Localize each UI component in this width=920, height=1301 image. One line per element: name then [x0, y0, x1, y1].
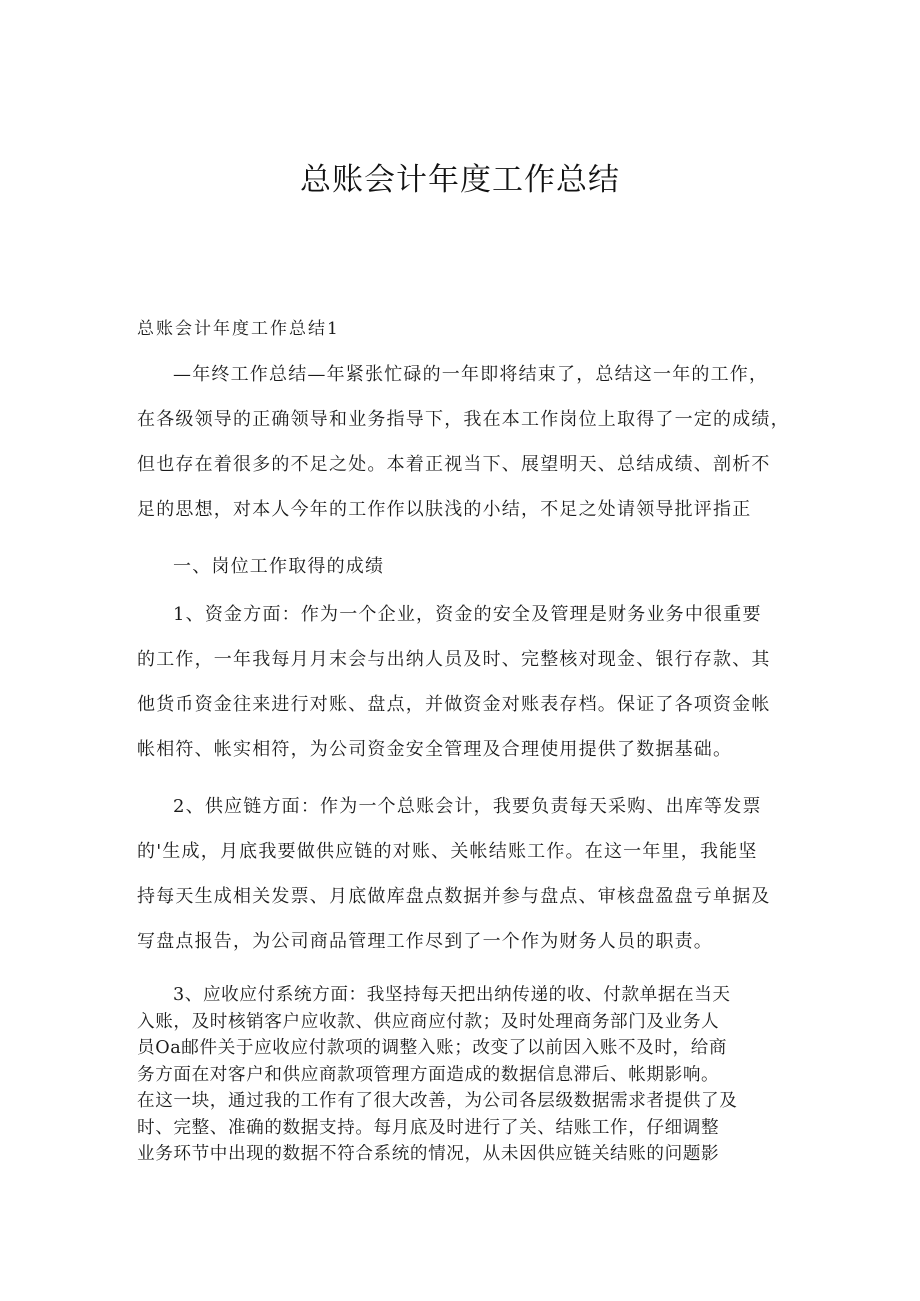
text-line: 3、应收应付系统方面：我坚持每天把出纳传递的收、付款单据在当天 [173, 985, 731, 1005]
paragraph-receivables-payables [137, 982, 797, 1168]
text-line: 业务环节中出现的数据不符合系统的情况，从未因供应链关结账的问题影 [137, 1144, 720, 1164]
section-heading-achievements [137, 544, 797, 589]
document-title: 总账会计年度工作总结 [300, 162, 620, 198]
text-line: 但也存在着很多的不足之处。本着正视当下、展望明天、总结成绩、剖析不 [137, 454, 771, 475]
text-line: 时、完整、准确的数据支持。每月底及时进行了关、结账工作，仔细调整 [137, 1117, 720, 1138]
text-line: 持每天生成相关发票、月底做库盘点数据并参与盘点、审核盘盈盘亏单据及 [137, 886, 771, 907]
text-line: 1、资金方面：作为一个企业，资金的安全及管理是财务业务中很重要 [173, 604, 762, 625]
text-line: 入账，及时核销客户应收款、供应商应付款；及时处理商务部门及业务人 [137, 1011, 720, 1032]
text-line: 2、供应链方面：作为一个总账会计，我要负责每天采购、出库等发票 [173, 796, 762, 817]
paragraph-funds [137, 592, 797, 772]
text-line: 他货币资金往来进行对账、盘点，并做资金对账表存档。保证了各项资金帐 [137, 694, 771, 715]
paragraph-intro [137, 352, 797, 532]
text-line: 帐相符、帐实相符，为公司资金安全管理及合理使用提供了数据基础。 [137, 739, 733, 760]
text-line: 员Oa邮件关于应收应付款项的调整入账；改变了以前因入账不及时，给商 [137, 1038, 728, 1058]
section-subtitle: 总账会计年度工作总结1 [137, 319, 340, 339]
paragraph-supply-chain [137, 784, 797, 964]
text-line: 一、岗位工作取得的成绩 [173, 556, 385, 577]
text-line: 足的思想，对本人今年的工作作以肤浅的小结，不足之处请领导批评指正 [137, 499, 752, 520]
text-line: 务方面在对客户和供应商款项管理方面造成的数据信息滞后、帐期影响。 [137, 1064, 720, 1085]
text-line: 写盘点报告，为公司商品管理工作尽到了一个作为财务人员的职责。 [137, 931, 713, 952]
text-line: 的工作，一年我每月月末会与出纳人员及时、完整核对现金、银行存款、其 [137, 649, 771, 670]
text-line: —年终工作总结—年紧张忙碌的一年即将结束了，总结这一年的工作， [173, 364, 769, 385]
text-line: 的'生成，月底我要做供应链的对账、关帐结账工作。在这一年里，我能坚 [137, 841, 758, 862]
text-line: 在各级领导的正确领导和业务指导下，我在本工作岗位上取得了一定的成绩， [137, 409, 790, 430]
text-line: 在这一块，通过我的工作有了很大改善，为公司各层级数据需求者提供了及 [137, 1091, 738, 1111]
